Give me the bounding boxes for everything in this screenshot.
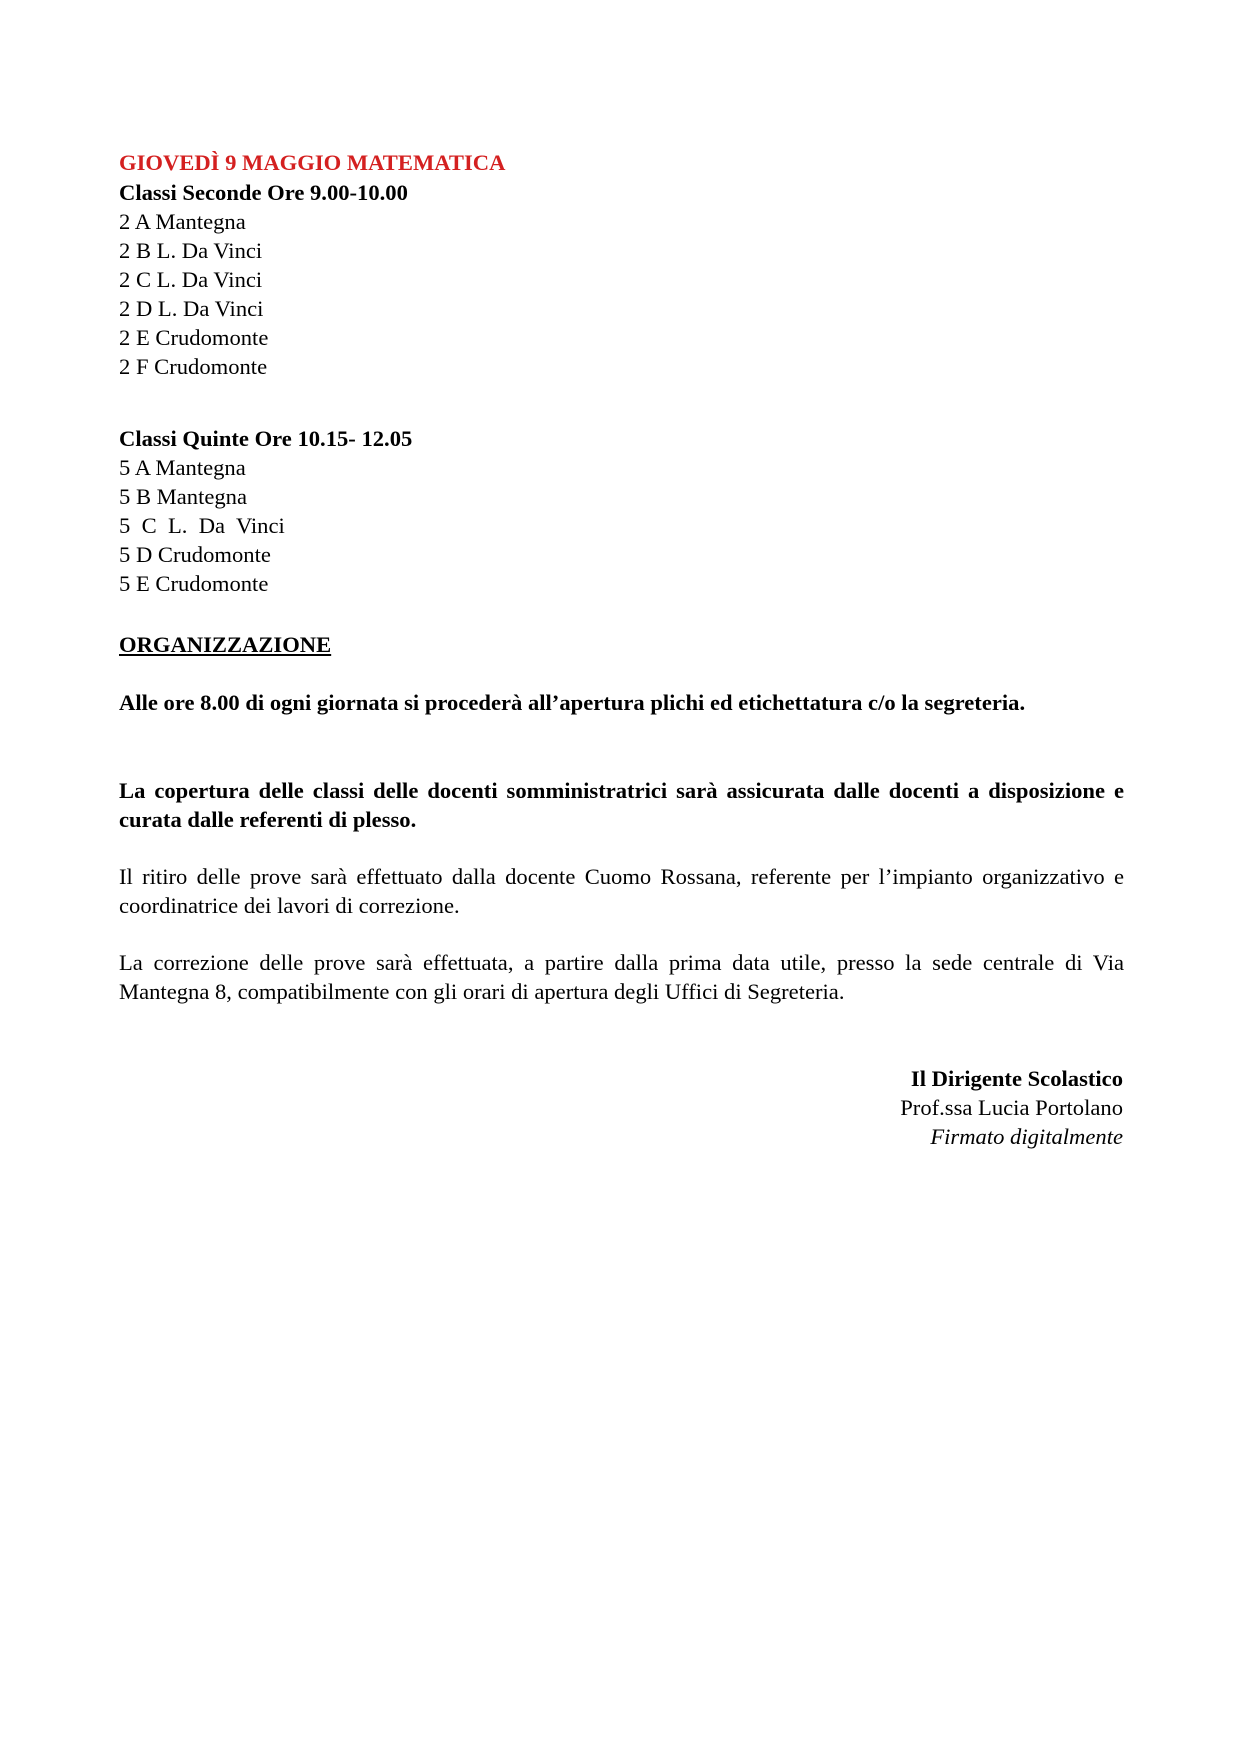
paragraph-ritiro-prove: Il ritiro delle prove sarà effettuato dalla docente Cuomo Rossana, referente per l’impianto organizzativo e coordinatrice dei lavori di correzione.: [119, 864, 1124, 918]
class-item: 5 A Mantegna: [119, 455, 246, 480]
quinte-section: [119, 424, 1124, 598]
class-item: 2 F Crudomonte: [119, 354, 268, 379]
paragraph-apertura-plichi: Alle ore 8.00 di ogni giornata si procederà all’apertura plichi ed etichettatura c/o la segreteria.: [119, 690, 1026, 715]
class-item: 5 E Crudomonte: [119, 571, 269, 596]
class-item: 5 B Mantegna: [119, 484, 248, 509]
paragraph-copertura-classi: La copertura delle classi delle docenti somministratrici sarà assicurata dalle docenti a disposizione e curata dalle referenti di plesso.: [119, 778, 1124, 832]
class-item: 2 A Mantegna: [119, 209, 246, 234]
seconde-section: [119, 178, 1124, 381]
class-item: 2 B L. Da Vinci: [119, 238, 263, 263]
paragraph-correzione-prove: La correzione delle prove sarà effettuata, a partire dalla prima data utile, presso la sede centrale di Via Mantegna 8, compatibilmente con gli orari di apertura degli Uffici di Segreteria.: [119, 950, 1124, 1004]
organizzazione-heading: ORGANIZZAZIONE: [119, 632, 332, 657]
signature-name: Prof.ssa Lucia Portolano: [900, 1095, 1123, 1120]
class-item: 2 E Crudomonte: [119, 325, 269, 350]
signature-note: Firmato digitalmente: [930, 1124, 1123, 1149]
quinte-heading: Classi Quinte Ore 10.15- 12.05: [119, 426, 413, 451]
section-title: GIOVEDÌ 9 MAGGIO MATEMATICA: [119, 150, 506, 175]
class-item: 5 C L. Da Vinci: [119, 513, 285, 538]
signature-block: [723, 1064, 1123, 1151]
class-item: 2 C L. Da Vinci: [119, 267, 263, 292]
seconde-heading: Classi Seconde Ore 9.00-10.00: [119, 180, 408, 205]
signature-role: Il Dirigente Scolastico: [910, 1066, 1123, 1091]
class-item: 2 D L. Da Vinci: [119, 296, 264, 321]
class-item: 5 D Crudomonte: [119, 542, 271, 567]
